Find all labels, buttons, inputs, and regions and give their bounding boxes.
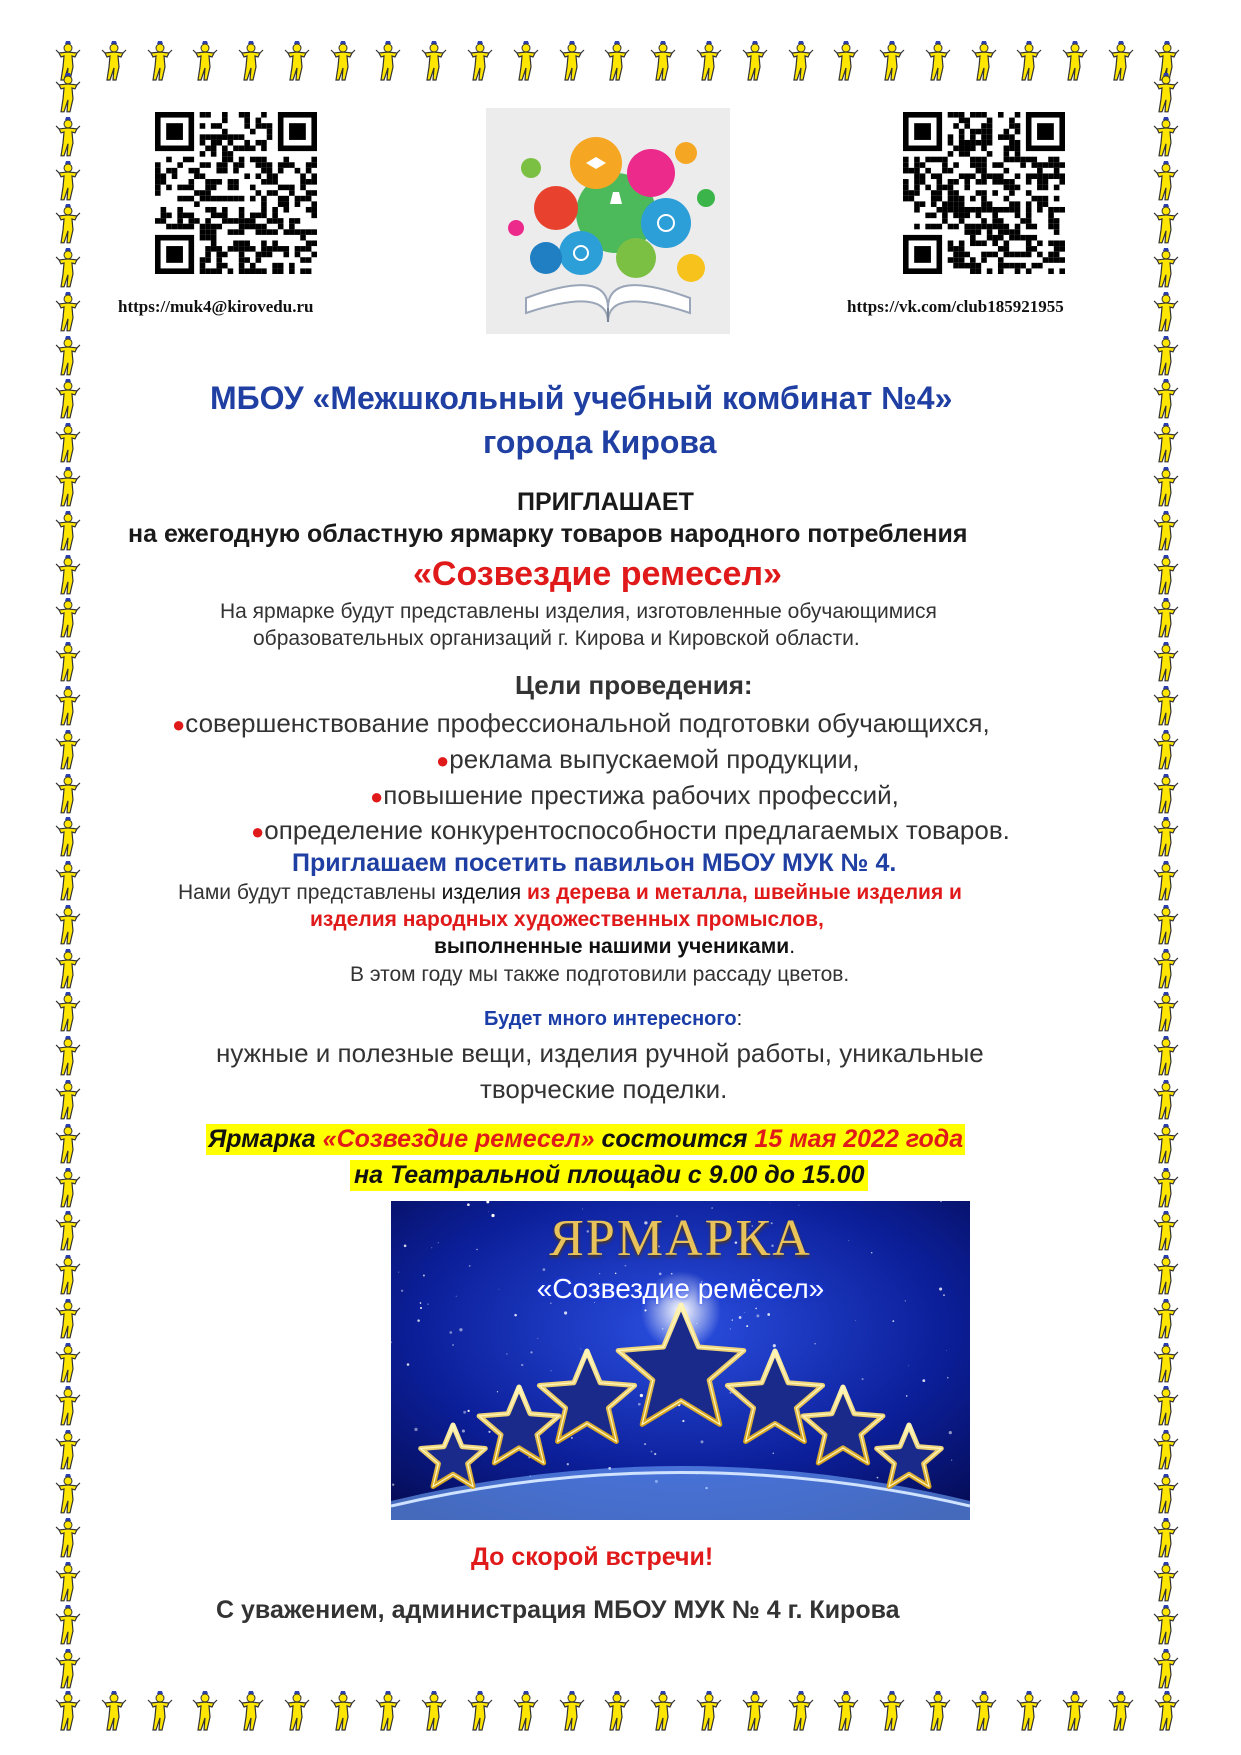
pavilion-line-4: В этом году мы также подготовили рассаду цветов.: [350, 963, 850, 986]
border-figure-icon: [1148, 860, 1184, 904]
border-figure-icon: [50, 1429, 86, 1473]
border-figure-icon: [554, 40, 590, 84]
border-figure-icon: [279, 1690, 315, 1734]
border-figure-icon: [1057, 1690, 1093, 1734]
border-figure-icon: [874, 1690, 910, 1734]
bullet-icon: ●: [436, 748, 450, 773]
border-figure-icon: [50, 904, 86, 948]
border-figure-icon: [50, 510, 86, 554]
border-figure-icon: [50, 860, 86, 904]
border-figure-icon: [50, 1298, 86, 1342]
goals-heading: Цели проведения:: [515, 670, 753, 700]
banner-subtitle: «Созвездие ремёсел»: [536, 1273, 825, 1304]
border-figure-icon: [50, 422, 86, 466]
border-figure-icon: [50, 116, 86, 160]
border-figure-icon: [1103, 40, 1139, 84]
border-figure-icon: [370, 40, 406, 84]
url-right[interactable]: https://vk.com/club185921955: [847, 297, 1064, 316]
border-figure-icon: [50, 729, 86, 773]
border-figure-icon: [828, 1690, 864, 1734]
border-figure-icon: [1011, 40, 1047, 84]
border-figure-icon: [50, 1123, 86, 1167]
border-figure-icon: [1148, 291, 1184, 335]
border-figure-icon: [1057, 40, 1093, 84]
border-figure-icon: [50, 1167, 86, 1211]
goal-item: ●реклама выпускаемой продукции,: [436, 744, 860, 774]
border-figure-icon: [50, 641, 86, 685]
border-figure-icon: [691, 1690, 727, 1734]
border-figure-icon: [325, 40, 361, 84]
border-figure-icon: [50, 816, 86, 860]
invite-subheading: на ежегодную областную ярмарку товаров народного потребления: [128, 520, 968, 548]
border-figure-icon: [1148, 641, 1184, 685]
border-figure-icon: [233, 40, 269, 84]
bullet-icon: ●: [370, 784, 384, 809]
border-figure-icon: [1148, 948, 1184, 992]
border-figure-icon: [50, 203, 86, 247]
border-figure-icon: [50, 1517, 86, 1561]
border-figure-icon: [1148, 1342, 1184, 1386]
border-figure-icon: [1148, 1473, 1184, 1517]
border-figure-icon: [1148, 1167, 1184, 1211]
border-figure-icon: [462, 1690, 498, 1734]
border-figure-icon: [370, 1690, 406, 1734]
border-figure-icon: [50, 1385, 86, 1429]
border-figure-icon: [554, 1690, 590, 1734]
goal-item: ●определение конкурентоспособности предлагаемых товаров.: [251, 815, 1010, 845]
qr-code-left: [155, 112, 317, 274]
border-figure-icon: [96, 1690, 132, 1734]
border-figure-icon: [50, 1473, 86, 1517]
border-figure-icon: [1148, 597, 1184, 641]
border-figure-icon: [50, 1604, 86, 1648]
border-figure-icon: [1148, 1517, 1184, 1561]
interesting-line-2: творческие поделки.: [480, 1074, 728, 1104]
border-figure-icon: [1148, 422, 1184, 466]
border-figure-icon: [1148, 729, 1184, 773]
border-figure-icon: [50, 773, 86, 817]
border-figure-icon: [1149, 1690, 1185, 1734]
border-figure-icon: [50, 1079, 86, 1123]
border-figure-icon: [1148, 1254, 1184, 1298]
border-figure-icon: [599, 1690, 635, 1734]
pavilion-line-1: Нами будут представлены изделия из дерева и металла, швейные изделия и: [178, 881, 962, 904]
border-figure-icon: [1148, 554, 1184, 598]
pavilion-line-2: изделия народных художественных промыслов,: [310, 908, 824, 931]
fair-name: «Созвездие ремесел»: [413, 555, 782, 593]
page-subtitle: города Кирова: [483, 424, 717, 460]
border-right: [1148, 72, 1188, 1692]
border-figure-icon: [325, 1690, 361, 1734]
border-figure-icon: [50, 291, 86, 335]
border-figure-icon: [187, 40, 223, 84]
border-figure-icon: [966, 40, 1002, 84]
url-left[interactable]: https://muk4@kirovedu.ru: [118, 297, 314, 316]
border-figure-icon: [828, 40, 864, 84]
border-figure-icon: [1148, 1123, 1184, 1167]
border-figure-icon: [416, 40, 452, 84]
border-figure-icon: [1011, 1690, 1047, 1734]
border-figure-icon: [874, 40, 910, 84]
border-figure-icon: [462, 40, 498, 84]
border-figure-icon: [50, 685, 86, 729]
border-figure-icon: [50, 160, 86, 204]
border-figure-icon: [645, 1690, 681, 1734]
border-figure-icon: [783, 40, 819, 84]
border-figure-icon: [142, 1690, 178, 1734]
border-figure-icon: [508, 1690, 544, 1734]
border-figure-icon: [1148, 1210, 1184, 1254]
border-figure-icon: [1148, 203, 1184, 247]
pavilion-line-3: выполненные нашими учениками.: [434, 935, 796, 958]
fair-banner: [391, 1201, 970, 1520]
border-figure-icon: [1148, 816, 1184, 860]
border-figure-icon: [50, 948, 86, 992]
invite-heading: ПРИГЛАШАЕТ: [517, 488, 694, 516]
border-figure-icon: [50, 466, 86, 510]
border-figure-icon: [1148, 685, 1184, 729]
border-figure-icon: [783, 1690, 819, 1734]
border-figure-icon: [50, 1648, 86, 1692]
interesting-heading: Будет много интересного:: [484, 1008, 743, 1030]
border-figure-icon: [1148, 1035, 1184, 1079]
goal-item: ●совершенствование профессиональной подготовки обучающихся,: [172, 708, 990, 738]
border-figure-icon: [1148, 1429, 1184, 1473]
border-figure-icon: [50, 1690, 86, 1734]
bullet-icon: ●: [172, 712, 186, 737]
border-figure-icon: [1148, 1648, 1184, 1692]
education-illustration: [486, 108, 730, 334]
see-you-text: До скорой встречи!: [471, 1543, 714, 1571]
border-figure-icon: [737, 40, 773, 84]
border-figure-icon: [50, 247, 86, 291]
border-figure-icon: [1148, 1298, 1184, 1342]
border-figure-icon: [50, 1254, 86, 1298]
bullet-icon: ●: [251, 819, 265, 844]
border-figure-icon: [50, 1342, 86, 1386]
border-figure-icon: [50, 991, 86, 1035]
border-bottom: [50, 1690, 1185, 1754]
border-figure-icon: [50, 378, 86, 422]
border-figure-icon: [1148, 160, 1184, 204]
border-figure-icon: [50, 335, 86, 379]
border-figure-icon: [691, 40, 727, 84]
description-line-2: образовательных организаций г. Кирова и Кировской области.: [253, 627, 860, 650]
border-figure-icon: [96, 40, 132, 84]
border-figure-icon: [920, 1690, 956, 1734]
event-line-1: Ярмарка «Созвездие ремесел» состоится 15 мая 2022 года: [208, 1125, 964, 1153]
border-figure-icon: [737, 1690, 773, 1734]
border-figure-icon: [1148, 773, 1184, 817]
border-figure-icon: [1148, 1604, 1184, 1648]
border-left: [50, 72, 90, 1692]
border-figure-icon: [1148, 1561, 1184, 1605]
goal-item: ●повышение престижа рабочих профессий,: [370, 780, 899, 810]
border-figure-icon: [920, 40, 956, 84]
border-figure-icon: [1148, 335, 1184, 379]
border-figure-icon: [966, 1690, 1002, 1734]
border-figure-icon: [50, 72, 86, 116]
border-figure-icon: [1148, 116, 1184, 160]
border-figure-icon: [279, 40, 315, 84]
border-figure-icon: [50, 1210, 86, 1254]
border-figure-icon: [508, 40, 544, 84]
border-figure-icon: [233, 1690, 269, 1734]
border-figure-icon: [1148, 904, 1184, 948]
border-top: [50, 40, 1185, 104]
border-figure-icon: [1148, 72, 1184, 116]
border-figure-icon: [1148, 466, 1184, 510]
border-figure-icon: [50, 554, 86, 598]
border-figure-icon: [1148, 1385, 1184, 1429]
border-figure-icon: [416, 1690, 452, 1734]
border-figure-icon: [1148, 991, 1184, 1035]
border-figure-icon: [187, 1690, 223, 1734]
border-figure-icon: [50, 597, 86, 641]
border-figure-icon: [1148, 378, 1184, 422]
signature: С уважением, администрация МБОУ МУК № 4 г. Кирова: [216, 1596, 900, 1624]
border-figure-icon: [1148, 1079, 1184, 1123]
border-figure-icon: [1103, 1690, 1139, 1734]
interesting-line-1: нужные и полезные вещи, изделия ручной работы, уникальные: [216, 1038, 984, 1068]
event-line-2: на Театральной площади с 9.00 до 15.00: [350, 1160, 868, 1191]
border-figure-icon: [645, 40, 681, 84]
border-figure-icon: [50, 1561, 86, 1605]
banner-title: ЯРМАРКА: [549, 1210, 812, 1267]
border-figure-icon: [142, 40, 178, 84]
border-figure-icon: [599, 40, 635, 84]
border-figure-icon: [1148, 510, 1184, 554]
page-title: МБОУ «Межшкольный учебный комбинат №4»: [210, 380, 953, 416]
qr-code-right: [903, 112, 1065, 274]
border-figure-icon: [50, 1035, 86, 1079]
description-line-1: На ярмарке будут представлены изделия, изготовленные обучающимися: [220, 600, 937, 623]
pavilion-invite: Приглашаем посетить павильон МБОУ МУК № 4.: [292, 849, 897, 877]
border-figure-icon: [1148, 247, 1184, 291]
